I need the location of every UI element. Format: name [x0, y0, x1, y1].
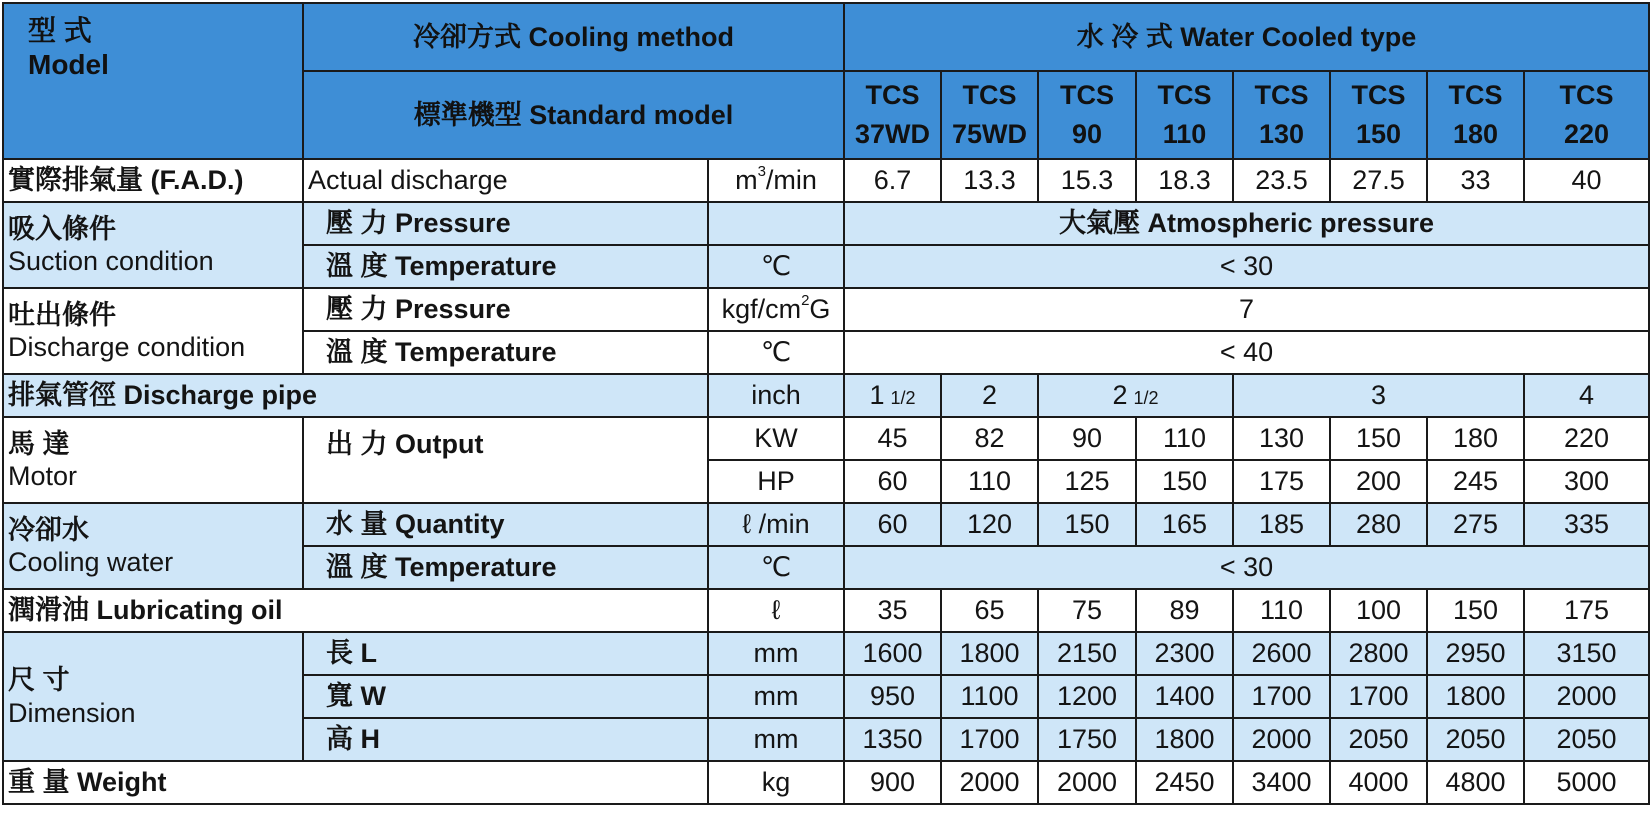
model-line1: TCS [1559, 79, 1614, 110]
pipe-size-cell [844, 374, 941, 417]
actual-discharge-label [3, 159, 303, 202]
cooling-water-temperature-label: 溫 度 Temperature [303, 546, 708, 589]
value-cell: 200 [1330, 460, 1427, 503]
suction-pressure-label: 壓 力 Pressure [303, 202, 708, 245]
suction-pressure-value: 大氣壓 Atmospheric pressure [844, 202, 1649, 245]
suction-condition-label-en: Suction condition [8, 246, 214, 277]
model-line2: 90 [1071, 119, 1103, 149]
dimension-height-label: 高 H [303, 718, 708, 761]
weight-row [3, 761, 1649, 804]
suction-temperature-label: 溫 度 Temperature [303, 245, 708, 288]
value-cell: 2150 [1038, 632, 1136, 675]
cooling-water-temperature-value: < 30 [844, 546, 1649, 589]
value-cell: 130 [1233, 417, 1330, 460]
unit-main: kgf/cm [721, 294, 802, 325]
value-cell: 150 [1427, 589, 1524, 632]
model-line1: TCS [1157, 79, 1212, 110]
weight-label: 重 量 Weight [3, 761, 708, 804]
value-cell: 2300 [1136, 632, 1233, 675]
value-cell: 2050 [1330, 718, 1427, 761]
pipe-size-fraction: 1/2 [890, 388, 916, 409]
cooling-water-quantity-unit: ℓ /min [708, 503, 844, 546]
value-cell: 45 [844, 417, 941, 460]
model-line1: TCS [1060, 79, 1114, 110]
cooling-water-quantity-label: 水 量 Quantity [303, 503, 708, 546]
discharge-condition-label-en: Discharge condition [8, 332, 246, 363]
model-line1: TCS [1351, 79, 1406, 110]
value-cell: 275 [1427, 503, 1524, 546]
value-cell: 3400 [1233, 761, 1330, 804]
value-cell: 220 [1524, 417, 1649, 460]
value-cell: 280 [1330, 503, 1427, 546]
dimension-length-unit: mm [708, 632, 844, 675]
discharge-pipe-row [3, 374, 1649, 417]
actual-discharge-row [3, 159, 1649, 202]
motor-kw-unit: KW [708, 417, 844, 460]
model-header-en: Model [28, 48, 109, 80]
value-cell: 165 [1136, 503, 1233, 546]
value-cell: 2450 [1136, 761, 1233, 804]
motor-label [3, 417, 303, 503]
actual-discharge-label-en: Actual discharge [303, 159, 708, 202]
discharge-temperature-unit: ℃ [708, 331, 844, 374]
pipe-size-cell [1233, 374, 1524, 417]
discharge-pressure-row [3, 288, 1649, 331]
value-cell: 110 [941, 460, 1038, 503]
cooling-method-header: 冷卻方式 Cooling method [303, 3, 844, 71]
cooling-water-temperature-unit: ℃ [708, 546, 844, 589]
pipe-size-whole: 2 [981, 380, 998, 411]
lubricating-oil-label: 潤滑油 Lubricating oil [3, 589, 708, 632]
unit-superscript: 2 [801, 292, 810, 310]
standard-model-header: 標準機型 Standard model [303, 71, 844, 159]
value-cell: 180 [1427, 417, 1524, 460]
motor-hp-unit: HP [708, 460, 844, 503]
discharge-pressure-unit [708, 288, 844, 331]
model-header-tcs180 [1427, 71, 1524, 159]
unit-superscript: 3 [757, 163, 766, 181]
value-cell: 245 [1427, 460, 1524, 503]
dimension-length-label: 長 L [303, 632, 708, 675]
value-cell: 2000 [1038, 761, 1136, 804]
value-cell: 110 [1233, 589, 1330, 632]
actual-discharge-label-zh: 實際排氣量 (F.A.D.) [8, 165, 244, 196]
value-cell: 950 [844, 675, 941, 718]
value-cell: 1700 [1330, 675, 1427, 718]
value-cell: 75 [1038, 589, 1136, 632]
weight-unit: kg [708, 761, 844, 804]
model-line2: 37WD [854, 119, 930, 149]
actual-discharge-unit [708, 159, 844, 202]
unit-main: m [735, 165, 758, 196]
value-cell: 175 [1524, 589, 1649, 632]
dimension-label-en: Dimension [8, 697, 136, 728]
header-row-1 [3, 3, 1649, 71]
value-cell: 335 [1524, 503, 1649, 546]
value-cell: 35 [844, 589, 941, 632]
model-line2: 180 [1452, 119, 1499, 149]
dimension-height-unit: mm [708, 718, 844, 761]
model-line1: TCS [865, 79, 920, 110]
value-cell: 1800 [1136, 718, 1233, 761]
value-cell: 4000 [1330, 761, 1427, 804]
spec-table [2, 2, 1650, 805]
dimension-label-zh: 尺 寸 [8, 665, 70, 696]
pipe-size-cell [1524, 374, 1649, 417]
value-cell: 120 [941, 503, 1038, 546]
pipe-size-whole: 1 [869, 380, 885, 411]
value-cell: 1100 [941, 675, 1038, 718]
discharge-temperature-value: < 40 [844, 331, 1649, 374]
value-cell: 33 [1427, 159, 1524, 202]
model-line1: TCS [1448, 79, 1503, 110]
value-cell: 1700 [1233, 675, 1330, 718]
cooling-water-quantity-row [3, 503, 1649, 546]
model-header-tcs37wd [844, 71, 941, 159]
pipe-size-whole: 3 [1370, 380, 1387, 411]
value-cell: 1800 [941, 632, 1038, 675]
value-cell: 5000 [1524, 761, 1649, 804]
value-cell: 23.5 [1233, 159, 1330, 202]
model-header-tcs220 [1524, 71, 1649, 159]
value-cell: 2950 [1427, 632, 1524, 675]
value-cell: 1700 [941, 718, 1038, 761]
value-cell: 4800 [1427, 761, 1524, 804]
discharge-pressure-value: 7 [844, 288, 1649, 331]
value-cell: 89 [1136, 589, 1233, 632]
discharge-pipe-unit: inch [708, 374, 844, 417]
value-cell: 2600 [1233, 632, 1330, 675]
cooling-water-label [3, 503, 303, 589]
value-cell: 1350 [844, 718, 941, 761]
model-header-tcs90 [1038, 71, 1136, 159]
discharge-condition-label-zh: 吐出條件 [8, 300, 116, 330]
value-cell: 60 [844, 503, 941, 546]
value-cell: 2800 [1330, 632, 1427, 675]
value-cell: 18.3 [1136, 159, 1233, 202]
model-header-tcs110 [1136, 71, 1233, 159]
value-cell: 175 [1233, 460, 1330, 503]
value-cell: 65 [941, 589, 1038, 632]
value-cell: 13.3 [941, 159, 1038, 202]
discharge-pipe-label: 排氣管徑 Discharge pipe [3, 374, 708, 417]
suction-condition-label [3, 202, 303, 288]
cooling-water-label-zh: 冷卻水 [8, 515, 89, 545]
unit-tail: /min [765, 165, 817, 196]
model-header-tcs130 [1233, 71, 1330, 159]
value-cell: 6.7 [844, 159, 941, 202]
motor-kw-row [3, 417, 1649, 460]
model-header-tcs150 [1330, 71, 1427, 159]
model-header-cell [3, 3, 303, 159]
suction-temperature-unit: ℃ [708, 245, 844, 288]
value-cell: 2000 [1524, 675, 1649, 718]
model-line2: 150 [1355, 119, 1402, 149]
value-cell: 2050 [1524, 718, 1649, 761]
value-cell: 1750 [1038, 718, 1136, 761]
discharge-pressure-label: 壓 力 Pressure [303, 288, 708, 331]
value-cell: 60 [844, 460, 941, 503]
value-cell: 3150 [1524, 632, 1649, 675]
unit-tail: G [809, 294, 831, 325]
value-cell: 2050 [1427, 718, 1524, 761]
suction-pressure-row [3, 202, 1649, 245]
model-line2: 75WD [951, 119, 1027, 149]
lubricating-oil-unit: ℓ [708, 589, 844, 632]
pipe-size-whole: 2 [1112, 380, 1128, 411]
discharge-temperature-label: 溫 度 Temperature [303, 331, 708, 374]
value-cell: 900 [844, 761, 941, 804]
suction-condition-label-zh: 吸入條件 [8, 214, 116, 244]
value-cell: 150 [1330, 417, 1427, 460]
pipe-size-whole: 4 [1579, 380, 1595, 411]
cooling-water-label-en: Cooling water [8, 547, 174, 578]
value-cell: 150 [1038, 503, 1136, 546]
model-header-zh: 型 式 [28, 15, 92, 46]
lubricating-oil-row [3, 589, 1649, 632]
value-cell: 150 [1136, 460, 1233, 503]
suction-temperature-value: < 30 [844, 245, 1649, 288]
motor-output-label: 出 力 Output [303, 417, 708, 503]
dimension-label [3, 632, 303, 761]
discharge-condition-label [3, 288, 303, 374]
suction-pressure-unit [708, 202, 844, 245]
pipe-size-fraction: 1/2 [1133, 388, 1159, 409]
value-cell: 1600 [844, 632, 941, 675]
model-line2: 130 [1258, 119, 1305, 149]
dimension-width-unit: mm [708, 675, 844, 718]
value-cell: 2000 [941, 761, 1038, 804]
value-cell: 40 [1524, 159, 1649, 202]
value-cell: 2000 [1233, 718, 1330, 761]
value-cell: 90 [1038, 417, 1136, 460]
value-cell: 27.5 [1330, 159, 1427, 202]
value-cell: 110 [1136, 417, 1233, 460]
pipe-size-cell [941, 374, 1038, 417]
value-cell: 1800 [1427, 675, 1524, 718]
dimension-width-label: 寬 W [303, 675, 708, 718]
model-line2: 110 [1162, 119, 1207, 149]
motor-label-en: Motor [8, 461, 78, 492]
value-cell: 1200 [1038, 675, 1136, 718]
dimension-length-row [3, 632, 1649, 675]
value-cell: 1400 [1136, 675, 1233, 718]
model-line1: TCS [1254, 79, 1309, 110]
model-header-tcs75wd [941, 71, 1038, 159]
model-line1: TCS [962, 79, 1017, 110]
motor-label-zh: 馬 達 [8, 429, 70, 459]
value-cell: 15.3 [1038, 159, 1136, 202]
value-cell: 125 [1038, 460, 1136, 503]
value-cell: 82 [941, 417, 1038, 460]
pipe-size-cell [1038, 374, 1233, 417]
value-cell: 300 [1524, 460, 1649, 503]
value-cell: 100 [1330, 589, 1427, 632]
model-line2: 220 [1563, 119, 1610, 149]
cooling-type-header: 水 冷 式 Water Cooled type [844, 3, 1649, 71]
value-cell: 185 [1233, 503, 1330, 546]
